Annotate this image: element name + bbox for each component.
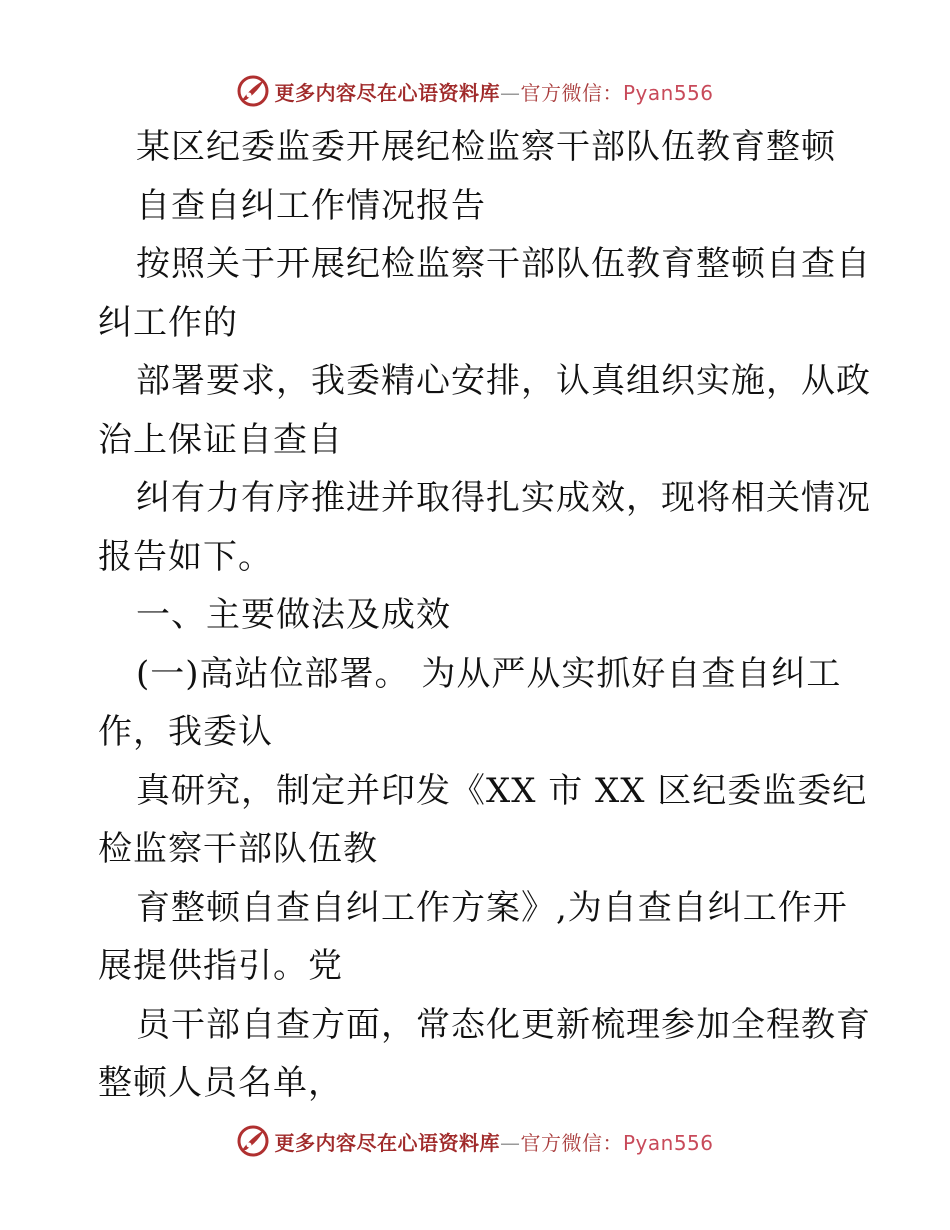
paragraph-line: (一)高站位部署。 为从严从实抓好自查自纠工: [136, 653, 842, 694]
watermark-prefix: 更多内容尽在心语资料库: [274, 1130, 500, 1155]
document-body: [98, 118, 871, 1113]
paragraph-line: 检监察干部队伍教: [98, 829, 378, 869]
paragraph-line: 部署要求，我委精心安排，认真组织实施，从政: [136, 361, 871, 401]
watermark-dash: —: [499, 80, 521, 105]
watermark-handle: Pyan556: [622, 80, 714, 105]
paragraph-line: 展提供指引。党: [98, 946, 343, 986]
paragraph-line: 治上保证自查自: [98, 419, 343, 460]
paragraph-line: 报告如下。: [98, 536, 273, 577]
paragraph-line: 纠工作的: [98, 302, 238, 343]
quill-logo-icon: [236, 74, 270, 108]
watermark-handle: Pyan556: [622, 1130, 714, 1155]
paragraph-line: 育整顿自查自纠工作方案》,为自查自纠工作开: [136, 887, 848, 928]
paragraph-line: 作，我委认: [98, 712, 273, 752]
paragraph-line: 员干部自查方面，常态化更新梳理参加全程教育: [136, 1004, 871, 1045]
paragraph-line: 整顿人员名单，: [98, 1063, 343, 1103]
title-line-1: 某区纪委监委开展纪检监察干部队伍教育整顿: [136, 127, 836, 167]
quill-logo-icon: [236, 1124, 270, 1158]
paragraph-line: 按照关于开展纪检监察干部队伍教育整顿自查自: [136, 244, 871, 284]
section-heading: 一、主要做法及成效: [136, 595, 451, 635]
footer-watermark: [0, 1121, 950, 1161]
title-line-2: 自查自纠工作情况报告: [136, 185, 486, 226]
paragraph-line: 真研究，制定并印发《XX 市 XX 区纪委监委纪: [136, 770, 868, 811]
paragraph-line: 纠有力有序推进并取得扎实成效，现将相关情况: [136, 478, 871, 518]
header-watermark: [0, 71, 950, 111]
watermark-label: 官方微信：: [520, 80, 623, 105]
watermark-dash: —: [499, 1130, 521, 1155]
watermark-label: 官方微信：: [520, 1130, 623, 1155]
watermark-prefix: 更多内容尽在心语资料库: [274, 80, 500, 105]
